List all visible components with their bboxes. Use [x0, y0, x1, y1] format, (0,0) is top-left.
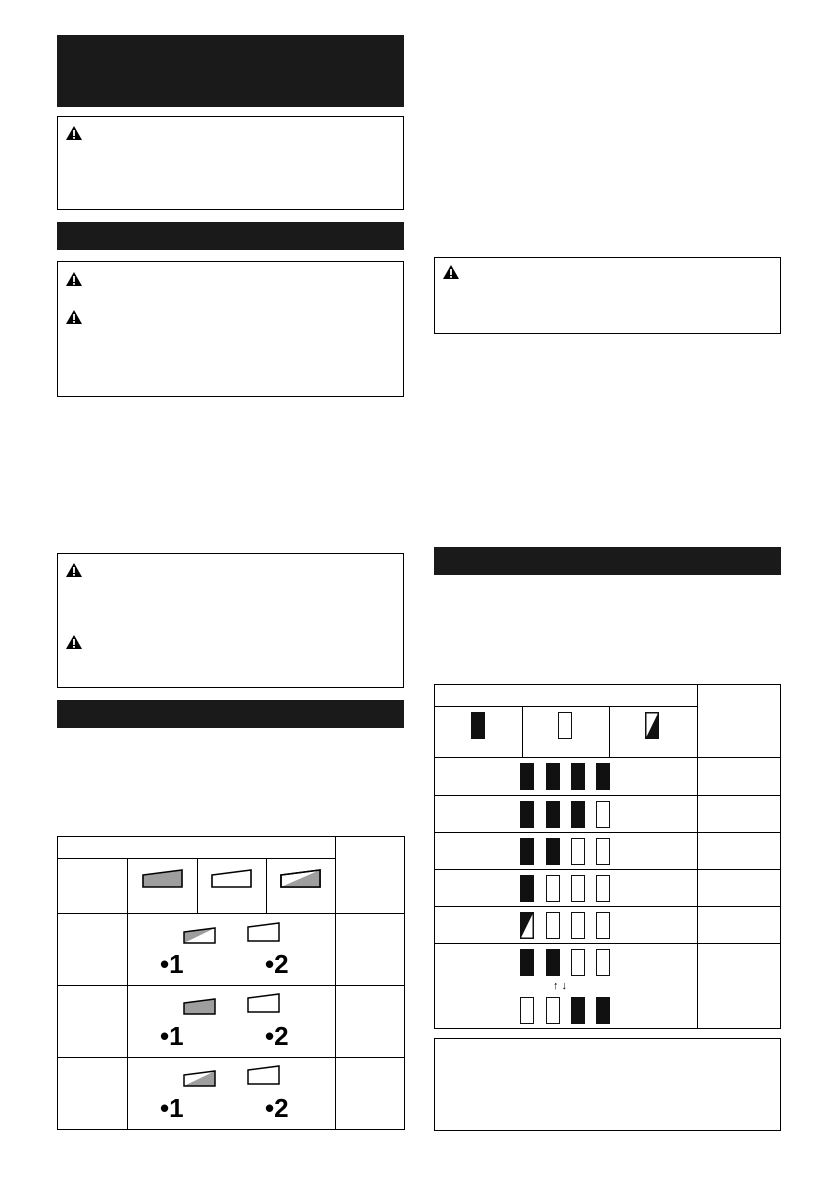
warning-triangle-icon [65, 125, 83, 141]
warning-triangle-icon [65, 562, 83, 578]
lamp-on-icon [520, 838, 534, 865]
lamp-on-icon [471, 712, 485, 739]
lamp-number-2: •2 [265, 949, 289, 979]
lamp-on-icon [596, 763, 610, 790]
warning-box-4 [434, 257, 781, 334]
lamp-on-icon [141, 868, 185, 890]
lamp-on-icon [182, 997, 218, 1017]
lamp-on-icon [546, 949, 560, 976]
lamp-on-icon [546, 801, 560, 828]
lamp-off-icon [596, 838, 610, 865]
speed-indicator-table [57, 836, 405, 1130]
lamp-blinking-icon [279, 868, 323, 890]
lamp-off-icon [596, 912, 610, 939]
lamp-off-icon [596, 875, 610, 902]
lamp-number-2: •2 [265, 1093, 289, 1123]
lamp-off-icon [571, 949, 585, 976]
warning-box-1 [57, 116, 404, 210]
lamp-off-icon [246, 921, 282, 945]
lamp-on-icon [520, 763, 534, 790]
lamp-number-2: •2 [265, 1021, 289, 1051]
alternating-arrows: ↑ ↓ [553, 980, 568, 992]
battery-indicator-table [434, 684, 781, 1029]
lamp-number-1: •1 [160, 1021, 184, 1051]
lamp-blinking-icon [182, 926, 218, 946]
lamp-off-icon [246, 992, 282, 1016]
lamp-off-icon [571, 875, 585, 902]
lamp-on-icon [571, 997, 585, 1024]
lamp-blinking-icon [520, 912, 534, 939]
lamp-on-icon [546, 838, 560, 865]
warning-triangle-icon [442, 264, 460, 280]
warning-triangle-icon [65, 309, 83, 325]
section-title-block [57, 35, 404, 107]
lamp-off-icon [546, 912, 560, 939]
lamp-off-icon [596, 949, 610, 976]
lamp-blinking-icon [182, 1069, 218, 1089]
warning-triangle-icon [65, 634, 83, 650]
lamp-on-icon [520, 875, 534, 902]
lamp-on-icon [546, 763, 560, 790]
lamp-number-1: •1 [160, 1093, 184, 1123]
lamp-off-icon [210, 868, 254, 890]
lamp-off-icon [546, 875, 560, 902]
lamp-on-icon [596, 997, 610, 1024]
lamp-off-icon [596, 801, 610, 828]
lamp-off-icon [558, 712, 572, 739]
lamp-on-icon [571, 763, 585, 790]
warning-triangle-icon [65, 271, 83, 287]
lamp-on-icon [520, 801, 534, 828]
section-bar-2 [57, 700, 404, 728]
lamp-off-icon [520, 997, 534, 1024]
lamp-off-icon [571, 912, 585, 939]
lamp-blinking-icon [645, 712, 659, 739]
warning-box-3 [57, 553, 404, 688]
lamp-off-icon [246, 1064, 282, 1088]
note-box [434, 1038, 781, 1131]
lamp-off-icon [571, 838, 585, 865]
lamp-off-icon [546, 997, 560, 1024]
lamp-on-icon [571, 801, 585, 828]
lamp-number-1: •1 [160, 949, 184, 979]
warning-box-2 [57, 261, 404, 397]
section-bar-3 [434, 547, 781, 575]
lamp-on-icon [520, 949, 534, 976]
section-bar-1 [57, 222, 404, 250]
